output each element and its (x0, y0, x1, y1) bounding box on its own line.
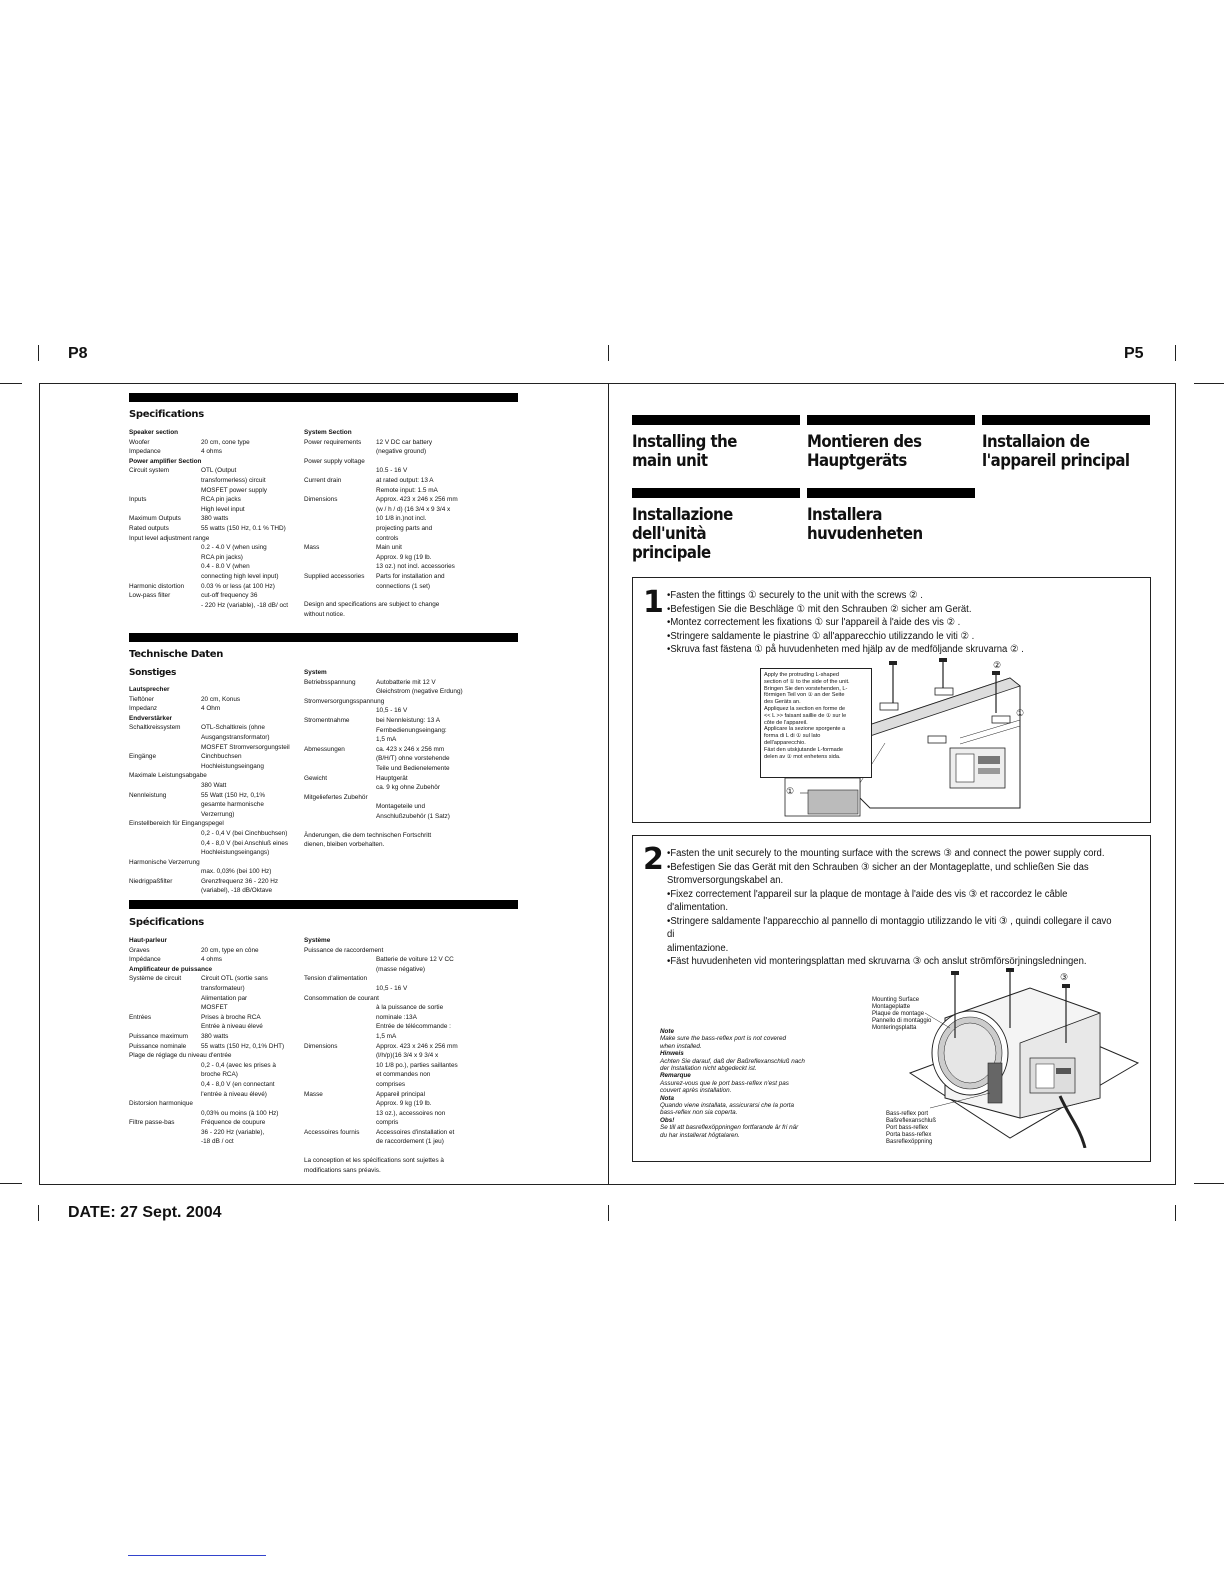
spec-en-title: Specifications (129, 409, 204, 420)
spec-key: Accessoires fournis (304, 1128, 360, 1136)
spec-key: Supplied accessories (304, 572, 365, 580)
page-number-right: P5 (1124, 345, 1144, 362)
spec-line: Consommation de courant (304, 994, 379, 1002)
spec-value: Montageteile und Anschlußzubehör (1 Satz) (376, 803, 450, 820)
spec-key: Eingänge (129, 753, 157, 761)
spec-key: Impédance (129, 956, 161, 964)
spec-line: Puissance de raccordement (304, 946, 384, 954)
crop-mark (0, 1183, 22, 1184)
instruction-line: •Fixez correctement l'appareil sur la plaque de montage à l'aide des vis ③ et raccordez le câble d'alimentation. (667, 888, 1068, 913)
spec-key (304, 984, 376, 994)
spec-value: 4 ohms (201, 448, 222, 456)
spec-section-heading: Lautsprecher (129, 686, 170, 693)
spec-value: 0.2 - 4.0 V (when using RCA pin jacks) 0.4 - 8.0 V (when connecting high level input) (201, 544, 279, 580)
crop-mark (38, 1205, 39, 1221)
note-text: Quando viene installata, assicurarsi che la porta bass-reflex non sia coperta. (660, 1102, 795, 1117)
instruction-line: •Stringere saldamente le piastrine ① all'apparecchio utilizzando le viti ② . (667, 630, 975, 642)
spec-key (304, 1003, 376, 1041)
callout-line: Bringen Sie den vorstehenden, L- (764, 685, 848, 692)
spec-value: RCA pin jacks High level input (201, 496, 245, 513)
spec-row (129, 447, 299, 457)
spec-line: La conception et les spécifications sont sujettes à modifications sans préavis. (304, 1157, 444, 1174)
callout-line: Appliquez la section en forme de (764, 705, 846, 712)
callout-line: côte de l'appareil. (764, 719, 808, 726)
spec-value: Parts for installation and connections (1 set) (376, 572, 445, 590)
spec-value: 55 watts (150 Hz, 0.1 % THD) (201, 524, 286, 532)
callout-line: forma di L di ① sul lato (764, 733, 821, 740)
section-bar (129, 393, 518, 402)
spec-key: Low-pass filter (129, 592, 171, 600)
spec-row (304, 984, 518, 994)
spec-row (129, 582, 299, 592)
spec-row (129, 1032, 299, 1042)
note-text: Se till att basreflexöppningen fortfarande är fri när du har installerat högtalaren. (660, 1124, 799, 1139)
spec-value: OTL (Output transformerless) circuit MOSFET power supply (201, 467, 267, 494)
instruction-line: •Montez correctement les fixations ① sur l'appareil à l'aide des vis ② . (667, 617, 961, 628)
spec-row (304, 774, 518, 793)
spec-row (129, 791, 299, 820)
spec-gap (304, 591, 518, 600)
spec-value: 380 watts (201, 1032, 229, 1040)
part-1-label: ① (786, 786, 795, 796)
note-heading: Hinweis (660, 1050, 684, 1058)
instruction-line: •Skruva fast fästena ① på huvudenheten med hjälp av de medföljande skruvarna ② . (667, 644, 1024, 655)
title-bar (632, 415, 800, 425)
note-text: Assurez-vous que le port bass-reflex n'est pas couvert après installation. (660, 1079, 789, 1095)
spec-row (304, 706, 518, 716)
crop-mark (608, 345, 609, 361)
spec-key: Nennleistung (129, 791, 167, 799)
spec-key (129, 867, 201, 877)
spec-row (129, 781, 299, 791)
spec-section-heading: System Section (304, 429, 352, 436)
spec-value: 0,03% ou moins (à 100 Hz) (201, 1109, 279, 1117)
note-heading: Remarque (660, 1072, 691, 1080)
bass-reflex-port-labels: Bass-reflex port Baßreflexanschluß Port bass-reflex Porta bass-reflex Basreflexöppning (886, 1111, 937, 1145)
spec-value: 55 Watt (150 Hz, 0,1% gesamte harmonische Verzerrung) (201, 791, 266, 818)
spec-key: Dimensions (304, 1042, 338, 1050)
spec-value: Accessoires d'installation et de raccordement (1 jeu) (376, 1128, 455, 1146)
hyperlink-underline (128, 1555, 266, 1556)
spec-row (129, 1042, 299, 1052)
step-2-number: 2 (643, 842, 664, 877)
spec-value: Prises à broche RCA Entrée à niveau élevé (201, 1013, 263, 1031)
callout-line: des Geräts an. (764, 699, 801, 706)
instruction-line: •Fäst huvudenheten vid monteringsplattan med skruvarna ③ och anslut strömförsörjningsledningen. (667, 956, 1087, 967)
spec-value: 4 ohms (201, 956, 222, 964)
spec-en-left-column (129, 428, 299, 610)
spec-row (129, 1061, 299, 1099)
spec-key: Puissance nominale (129, 1042, 187, 1050)
spec-gap (304, 822, 518, 831)
title-bar (982, 415, 1150, 425)
spec-line: Plage de réglage du niveau d'entrée (129, 1052, 232, 1060)
title-fr: Installaion de l'appareil principal (982, 432, 1130, 471)
spec-value: 20 cm, Konus (201, 695, 241, 703)
spec-value: 4 Ohm (201, 705, 221, 713)
spec-value: 20 cm, type en cône (201, 946, 259, 954)
page-number-left: P8 (68, 345, 88, 362)
callout-line: Applicare la sezione sporgente a (764, 726, 846, 733)
spec-value: Main unit Approx. 9 kg (19 lb. 13 oz.) not incl. accessories (376, 544, 455, 571)
spec-line: Power supply voltage (304, 457, 365, 465)
spec-value: Circuit OTL (sortie sans transformateur) Alimentation par MOSFET (201, 975, 268, 1012)
spec-de-right-column (304, 668, 518, 850)
spec-key: Tieftöner (129, 695, 154, 703)
spec-section-heading: Power amplifier Section (129, 457, 202, 465)
note-text: Make sure the bass-reflex port is not covered when installed. (660, 1035, 786, 1050)
spec-row (129, 695, 299, 705)
spec-value: at rated output: 13 A Remote input: 1.5 mA (376, 476, 438, 494)
spec-key: Système de circuit (129, 975, 182, 983)
crop-mark (1175, 1205, 1176, 1221)
spec-line: Distorsion harmonique (129, 1100, 193, 1108)
spec-de-left-column (129, 685, 299, 896)
spec-row (129, 514, 299, 524)
spec-row (304, 438, 518, 457)
spec-key: Masse (304, 1090, 323, 1098)
spec-row (304, 543, 518, 572)
spec-fr-right-column (304, 936, 518, 1175)
note-heading: Nota (660, 1094, 674, 1102)
spec-key: Entrées (129, 1013, 152, 1021)
mounting-surface-labels: Mounting Surface Montageplatte Plaque de montage Pannello di montaggio Monteringsplatta (872, 997, 932, 1031)
spec-key: Current drain (304, 476, 342, 484)
spec-value: Appareil principal Approx. 9 kg (19 lb. 13 oz.), accessoires non compris (376, 1090, 446, 1127)
callout-line: förmigen Teil von ① an der Seite (764, 692, 845, 699)
step-2-instructions (667, 847, 1119, 969)
spec-key: Harmonic distortion (129, 582, 185, 590)
spec-row (304, 476, 518, 495)
spec-line: Maximale Leistungsabgabe (129, 772, 207, 780)
crop-mark (1194, 383, 1224, 384)
spec-section-heading: Système (304, 937, 331, 944)
spec-key (129, 1109, 201, 1119)
spec-section-heading: Speaker section (129, 429, 179, 436)
spec-row (304, 793, 518, 822)
spec-row (129, 829, 299, 858)
spec-row (304, 1090, 518, 1128)
instruction-line: •Fasten the fittings ① securely to the unit with the screws ② . (667, 590, 923, 601)
spec-value: Grenzfrequenz 36 - 220 Hz (variabel), -18 dB/Oktave (201, 877, 279, 895)
spec-row (129, 543, 299, 581)
spec-key: Woofer (129, 438, 150, 446)
spec-key: Graves (129, 946, 150, 954)
spec-value: 55 watts (150 Hz, 0,1% DHT) (201, 1042, 285, 1050)
spec-row (129, 466, 299, 495)
crop-mark (38, 345, 39, 361)
spec-row (129, 946, 299, 956)
spec-key: Puissance maximum (129, 1032, 188, 1040)
spec-value: Autobatterie mit 12 V Gleichstrom (negative Erdung) (376, 678, 463, 696)
spec-value: cut-off frequency 36 - 220 Hz (variable), -18 dB/ oct (201, 592, 289, 609)
callout-line: Fäst den utskjutande L-formade (764, 746, 843, 753)
crop-mark (1194, 1183, 1224, 1184)
spec-row (304, 1003, 518, 1041)
spec-key: Inputs (129, 496, 147, 504)
spec-row (129, 524, 299, 534)
spec-key: Niedrigpaßfilter (129, 877, 173, 885)
title-bar (807, 488, 975, 498)
title-bar (807, 415, 975, 425)
part-1-label: ① (1016, 708, 1025, 718)
instruction-line: •Befestigen Sie das Gerät mit den Schrauben ③ sicher an der Montageplatte, und schließen Sie das Stromversorgungskabel an. (667, 861, 1089, 886)
spec-line: Einstellbereich für Eingangspegel (129, 820, 224, 828)
callout-line: delen av ① mot enhetens sida. (764, 753, 841, 760)
spec-section-heading: Endverstärker (129, 714, 172, 722)
spec-value: 10.5 - 16 V (376, 467, 408, 475)
spec-key: Abmessungen (304, 745, 345, 753)
spec-section-heading: Haut-parleur (129, 937, 167, 944)
spec-row (304, 745, 518, 774)
callout-line: << L >> faisant saillie de ① sur le (764, 712, 847, 719)
note-heading: Obs! (660, 1116, 675, 1124)
spec-row (129, 438, 299, 448)
spec-value: Approx. 423 x 246 x 256 mm (w / h / d) (16 3/4 x 9 3/4 x 10 1/8 in.)not incl. projecting parts and controls (376, 496, 458, 542)
spec-row (129, 1118, 299, 1147)
spec-value: 0.03 % or less (at 100 Hz) (201, 582, 275, 590)
spec-value: à la puissance de sortie nominale :13A Entrée de télécommande : 1,5 mA (376, 1004, 451, 1040)
spec-row (129, 591, 299, 610)
spec-row (129, 723, 299, 752)
spec-row (129, 974, 299, 1012)
callout-line: Apply the protruding L-shaped (764, 672, 839, 678)
step-1-callout (760, 668, 872, 778)
spec-key: Stromentnahme (304, 716, 350, 724)
spec-row (304, 1128, 518, 1147)
spec-key (129, 543, 201, 581)
spec-row (304, 495, 518, 543)
spec-row (129, 877, 299, 896)
spec-key (304, 955, 376, 974)
crop-mark (608, 1205, 609, 1221)
spec-row (129, 955, 299, 965)
spec-value: Cinchbuchsen Hochleistungseingang (201, 753, 264, 770)
spec-value: Approx. 423 x 246 x 256 mm (l/h/p)(16 3/4 x 9 3/4 x 10 1/8 po.), parties saillantes et commandes non comprises (376, 1042, 458, 1088)
spec-key (304, 466, 376, 476)
spec-key: Dimensions (304, 496, 338, 504)
instruction-line: •Befestigen Sie die Beschläge ① mit den Schrauben ② sicher am Gerät. (667, 603, 972, 615)
spec-value: bei Nennleistung: 13 A Fernbedienungseingang: 1,5 mA (376, 716, 447, 744)
spec-value: 10,5 - 16 V (376, 984, 408, 992)
spec-row (304, 678, 518, 697)
spec-section-heading: Amplificateur de puissance (129, 965, 213, 973)
crop-mark (1175, 345, 1176, 361)
spec-value: Fréquence de coupure 36 - 220 Hz (variable), -18 dB / oct (201, 1119, 266, 1146)
spec-line: Input level adjustment range (129, 534, 210, 542)
spec-key: Filtre passe-bas (129, 1119, 175, 1127)
spec-de-title: Technische Daten (129, 649, 224, 660)
spec-key (129, 781, 201, 791)
spec-key: Circuit system (129, 467, 170, 475)
spec-row (304, 716, 518, 745)
title-it: Installazione dell'unità principale (632, 505, 733, 563)
spec-gap (304, 1147, 518, 1156)
spec-value: 12 V DC car battery (negative ground) (376, 438, 433, 456)
spec-key: Rated outputs (129, 524, 169, 532)
spec-line: Design and specifications are subject to change without notice. (304, 601, 440, 618)
spec-fr-left-column (129, 936, 299, 1147)
spec-value: 380 watts (201, 515, 229, 523)
spec-key (129, 829, 201, 858)
callout-line: section of ① to the side of the unit. (764, 678, 850, 685)
spec-row (304, 466, 518, 476)
spec-value: 10,5 - 16 V (376, 707, 408, 715)
spec-value: OTL-Schaltkreis (ohne Ausgangstransformator) MOSFET Stromversorgungsteil (201, 724, 290, 751)
spec-value: Hauptgerät ca. 9 kg ohne Zubehör (376, 774, 440, 792)
spec-key: Schaltkreissystem (129, 724, 181, 732)
note-text: Achten Sie darauf, daß der Baßreflexanschluß nach der Installation nicht abgedeckt ist. (660, 1057, 805, 1073)
spec-key (304, 706, 376, 716)
spec-value: 20 cm, cone type (201, 438, 250, 446)
crop-mark (0, 383, 22, 384)
spec-key: Mitgeliefertes Zubehör (304, 793, 368, 801)
spec-line: Harmonische Verzerrung (129, 858, 200, 866)
instruction-line: •Fasten the unit securely to the mounting surface with the screws ③ and connect the power supply cord. (667, 848, 1105, 859)
spec-key (129, 1061, 201, 1099)
spec-key: Impedanz (129, 705, 158, 713)
spec-key: Maximum Outputs (129, 515, 181, 523)
title-bar (632, 488, 800, 498)
spec-key: Gewicht (304, 774, 328, 782)
spec-line: Änderungen, die dem technischen Fortschritt dienen, bleiben vorbehalten. (304, 831, 432, 849)
spec-section-heading: System (304, 669, 327, 676)
title-en: Installing the main unit (632, 432, 737, 471)
spec-value: max. 0,03% (bei 100 Hz) (201, 868, 272, 876)
note-heading: Note (660, 1028, 674, 1035)
spec-row (304, 572, 518, 591)
spec-value: 0,2 - 0,4 V (bei Cinchbuchsen) 0,4 - 8,0 V (bei Anschluß eines Hochleistungseingangs) (201, 829, 289, 857)
spec-row (129, 867, 299, 877)
spec-line: Tension d'alimentation (304, 975, 368, 983)
spec-key: Mass (304, 544, 320, 552)
step-1-number: 1 (643, 585, 664, 620)
instruction-line: •Stringere saldamente l'apparecchio al pannello di montaggio utilizzando le viti ③ , quindi collegare il cavo di alimentazione. (667, 915, 1112, 954)
spec-row (129, 495, 299, 514)
title-de: Montieren des Hauptgeräts (807, 432, 922, 471)
spec-key: Betriebsspannung (304, 678, 356, 686)
spec-en-right-column (304, 428, 518, 619)
date-label: DATE: 27 Sept. 2004 (68, 1204, 222, 1221)
spec-row (304, 955, 518, 974)
part-2-label: ② (993, 660, 1002, 670)
section-bar (129, 633, 518, 642)
spec-row (129, 704, 299, 714)
section-bar (129, 900, 518, 909)
spec-line: Stromversorgungsspannung (304, 697, 385, 705)
spec-value: 0,2 - 0,4 (avec les prises à broche RCA) 0,4 - 8,0 V (en connectant l'entrée à niveau élevé) (201, 1061, 276, 1098)
spec-row (304, 1042, 518, 1090)
spec-value: 380 Watt (201, 781, 227, 789)
part-3-label: ③ (1060, 972, 1069, 982)
spec-value: Batterie de voiture 12 V CC (masse négative) (376, 956, 454, 973)
step-1-instructions (667, 589, 1114, 657)
title-sv: Installera huvudenheten (807, 505, 923, 544)
spec-key: Power requirements (304, 438, 362, 446)
spec-key: Impedance (129, 448, 161, 456)
spec-row (129, 1013, 299, 1032)
step-2-notes (660, 1028, 860, 1139)
spec-fr-title: Spécifications (129, 917, 204, 928)
callout-line: dell'apparecchio. (764, 739, 806, 746)
spec-value: ca. 423 x 246 x 256 mm (B/H/T) ohne vorstehende Teile und Bedienelemente (376, 745, 450, 772)
spec-de-subtitle: Sonstiges (129, 668, 177, 678)
spec-row (129, 752, 299, 771)
spec-row (129, 1109, 299, 1119)
